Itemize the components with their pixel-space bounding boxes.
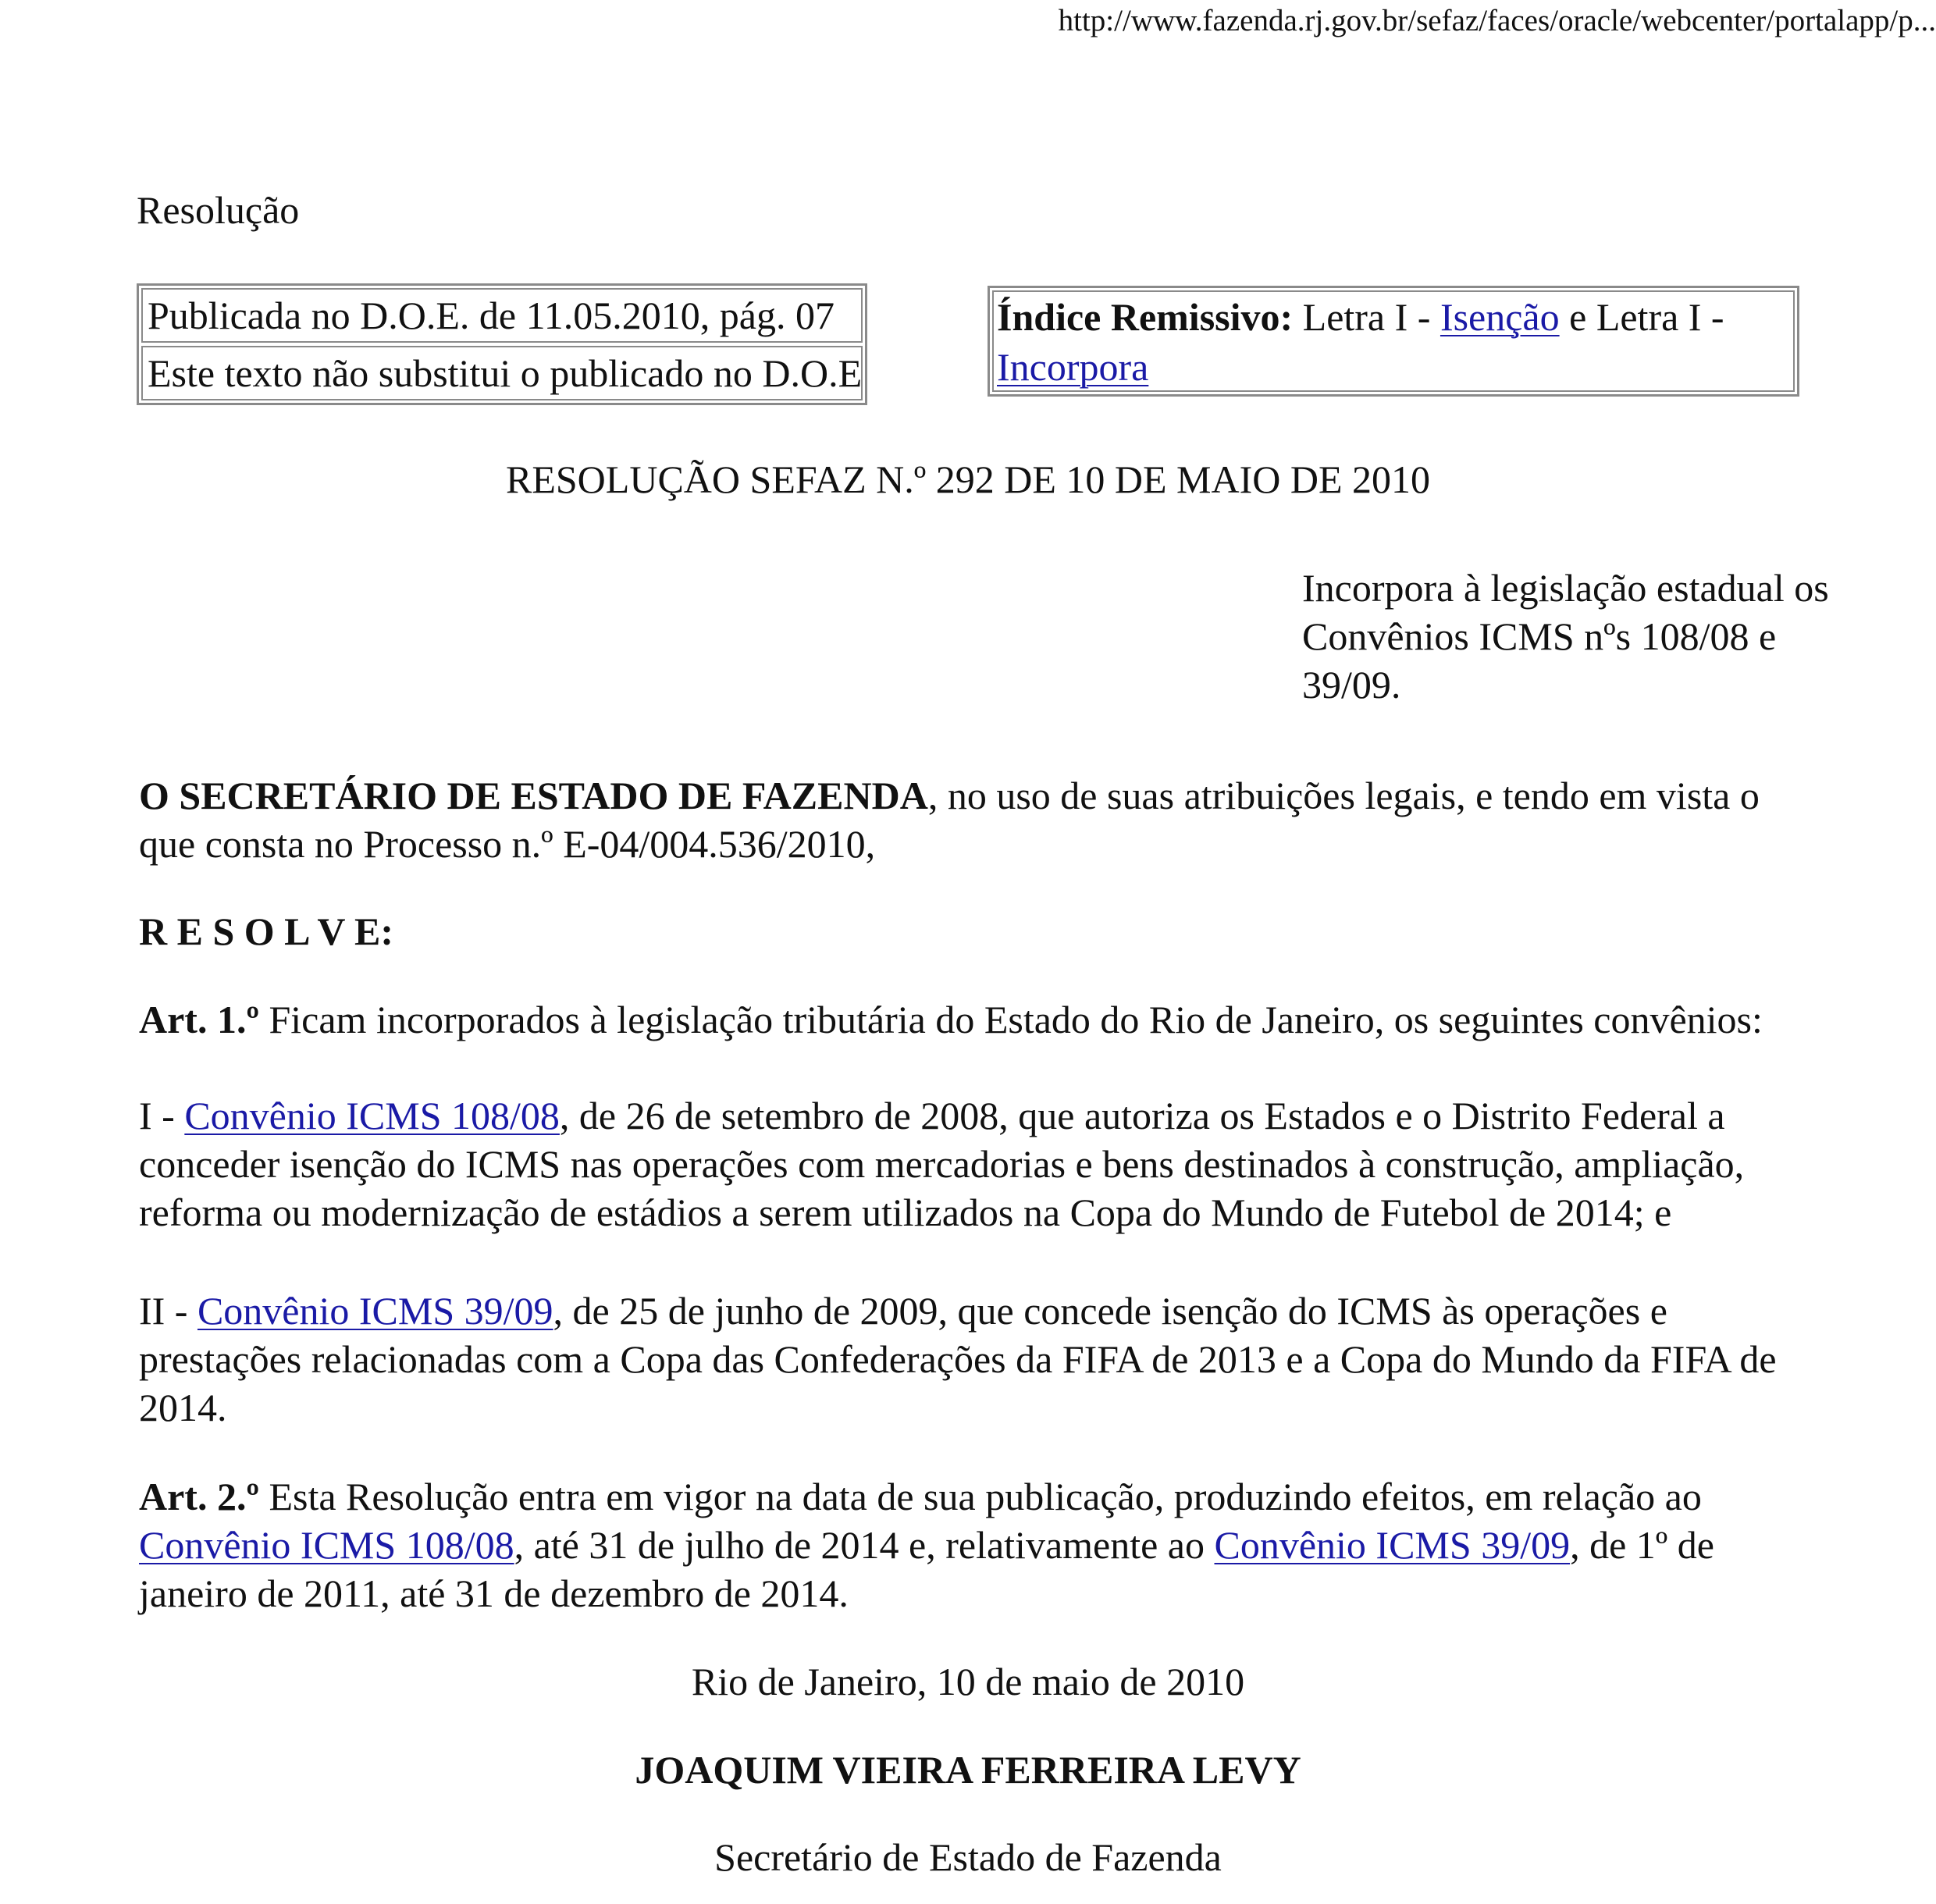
preamble-authority: O SECRETÁRIO DE ESTADO DE FAZENDA [139,774,928,817]
source-url[interactable]: http://www.fazenda.rj.gov.br/sefaz/faces/oracle/webcenter/portalapp/p... [1058,4,1936,37]
ementa: Incorpora à legislação estadual os Convênios ICMS nºs 108/08 e 39/09. [1302,566,1829,706]
article-2-text-2: , até 31 de julho de 2014 e, relativamente ao [514,1523,1215,1567]
convenio-108-link[interactable]: Convênio ICMS 108/08 [184,1094,560,1137]
signatory-role: Secretário de Estado de Fazenda [714,1835,1222,1879]
item-1 [139,1091,1817,1237]
index-text-2: e Letra I - [1559,295,1724,339]
preamble [139,771,1817,868]
signatory-name: JOAQUIM VIEIRA FERREIRA LEVY [635,1748,1301,1792]
art2-convenio-39-link[interactable]: Convênio ICMS 39/09 [1214,1523,1571,1567]
item-2-text: , de 25 de junho de 2009, que concede isenção do ICMS às operações e prestações relacionadas com a Copa das Confederações da FIFA de 2013 e a Copa do Mundo da FIFA de 2014. [139,1289,1777,1429]
isencao-link[interactable]: Isenção [1440,295,1560,339]
article-1-text: Ficam incorporados à legislação tributária do Estado do Rio de Janeiro, os seguintes convênios: [258,998,1763,1041]
item-1-prefix: I - [139,1094,185,1137]
index-box [988,286,1799,397]
place-date: Rio de Janeiro, 10 de maio de 2010 [691,1660,1245,1703]
article-1 [139,995,1817,1044]
document-type: Resolução [137,188,300,232]
convenio-39-link[interactable]: Convênio ICMS 39/09 [197,1289,553,1333]
article-1-label: Art. 1.º [139,998,259,1041]
article-2 [139,1472,1817,1618]
publication-date-row: Publicada no D.O.E. de 11.05.2010, pág. 07 [141,288,863,343]
index-text-1: Letra I - [1293,295,1440,339]
resolution-title: RESOLUÇÃO SEFAZ N.º 292 DE 10 DE MAIO DE 2010 [505,457,1430,501]
publication-box [137,283,867,405]
item-2-prefix: II - [139,1289,198,1333]
item-2 [139,1287,1817,1432]
incorpora-link[interactable]: Incorpora [997,345,1149,389]
article-2-label: Art. 2.º [139,1475,259,1518]
article-2-text-1: Esta Resolução entra em vigor na data de sua publicação, produzindo efeitos, em relação ao [258,1475,1702,1518]
item-1-text: , de 26 de setembro de 2008, que autoriza os Estados e o Distrito Federal a conceder isenção do ICMS nas operações com mercadorias e bens destinados à construção, ampliação, reforma ou modernização de estádios a serem utilizados na Copa do Mundo de Futebol de 2014; e [139,1094,1745,1234]
index-content [992,290,1795,392]
art2-convenio-108-link[interactable]: Convênio ICMS 108/08 [139,1523,514,1567]
index-label: Índice Remissivo: [997,295,1294,339]
article-2-text-3: , de 1º de janeiro de 2011, até 31 de dezembro de 2014. [139,1523,1714,1615]
preamble-text: , no uso de suas atribuições legais, e tendo em vista o que consta no Processo n.º E-04/004.536/2010, [139,774,1760,866]
publication-disclaimer-row: Este texto não substitui o publicado no D.O.E [141,346,863,400]
resolve-heading: R E S O L V E: [139,909,394,953]
